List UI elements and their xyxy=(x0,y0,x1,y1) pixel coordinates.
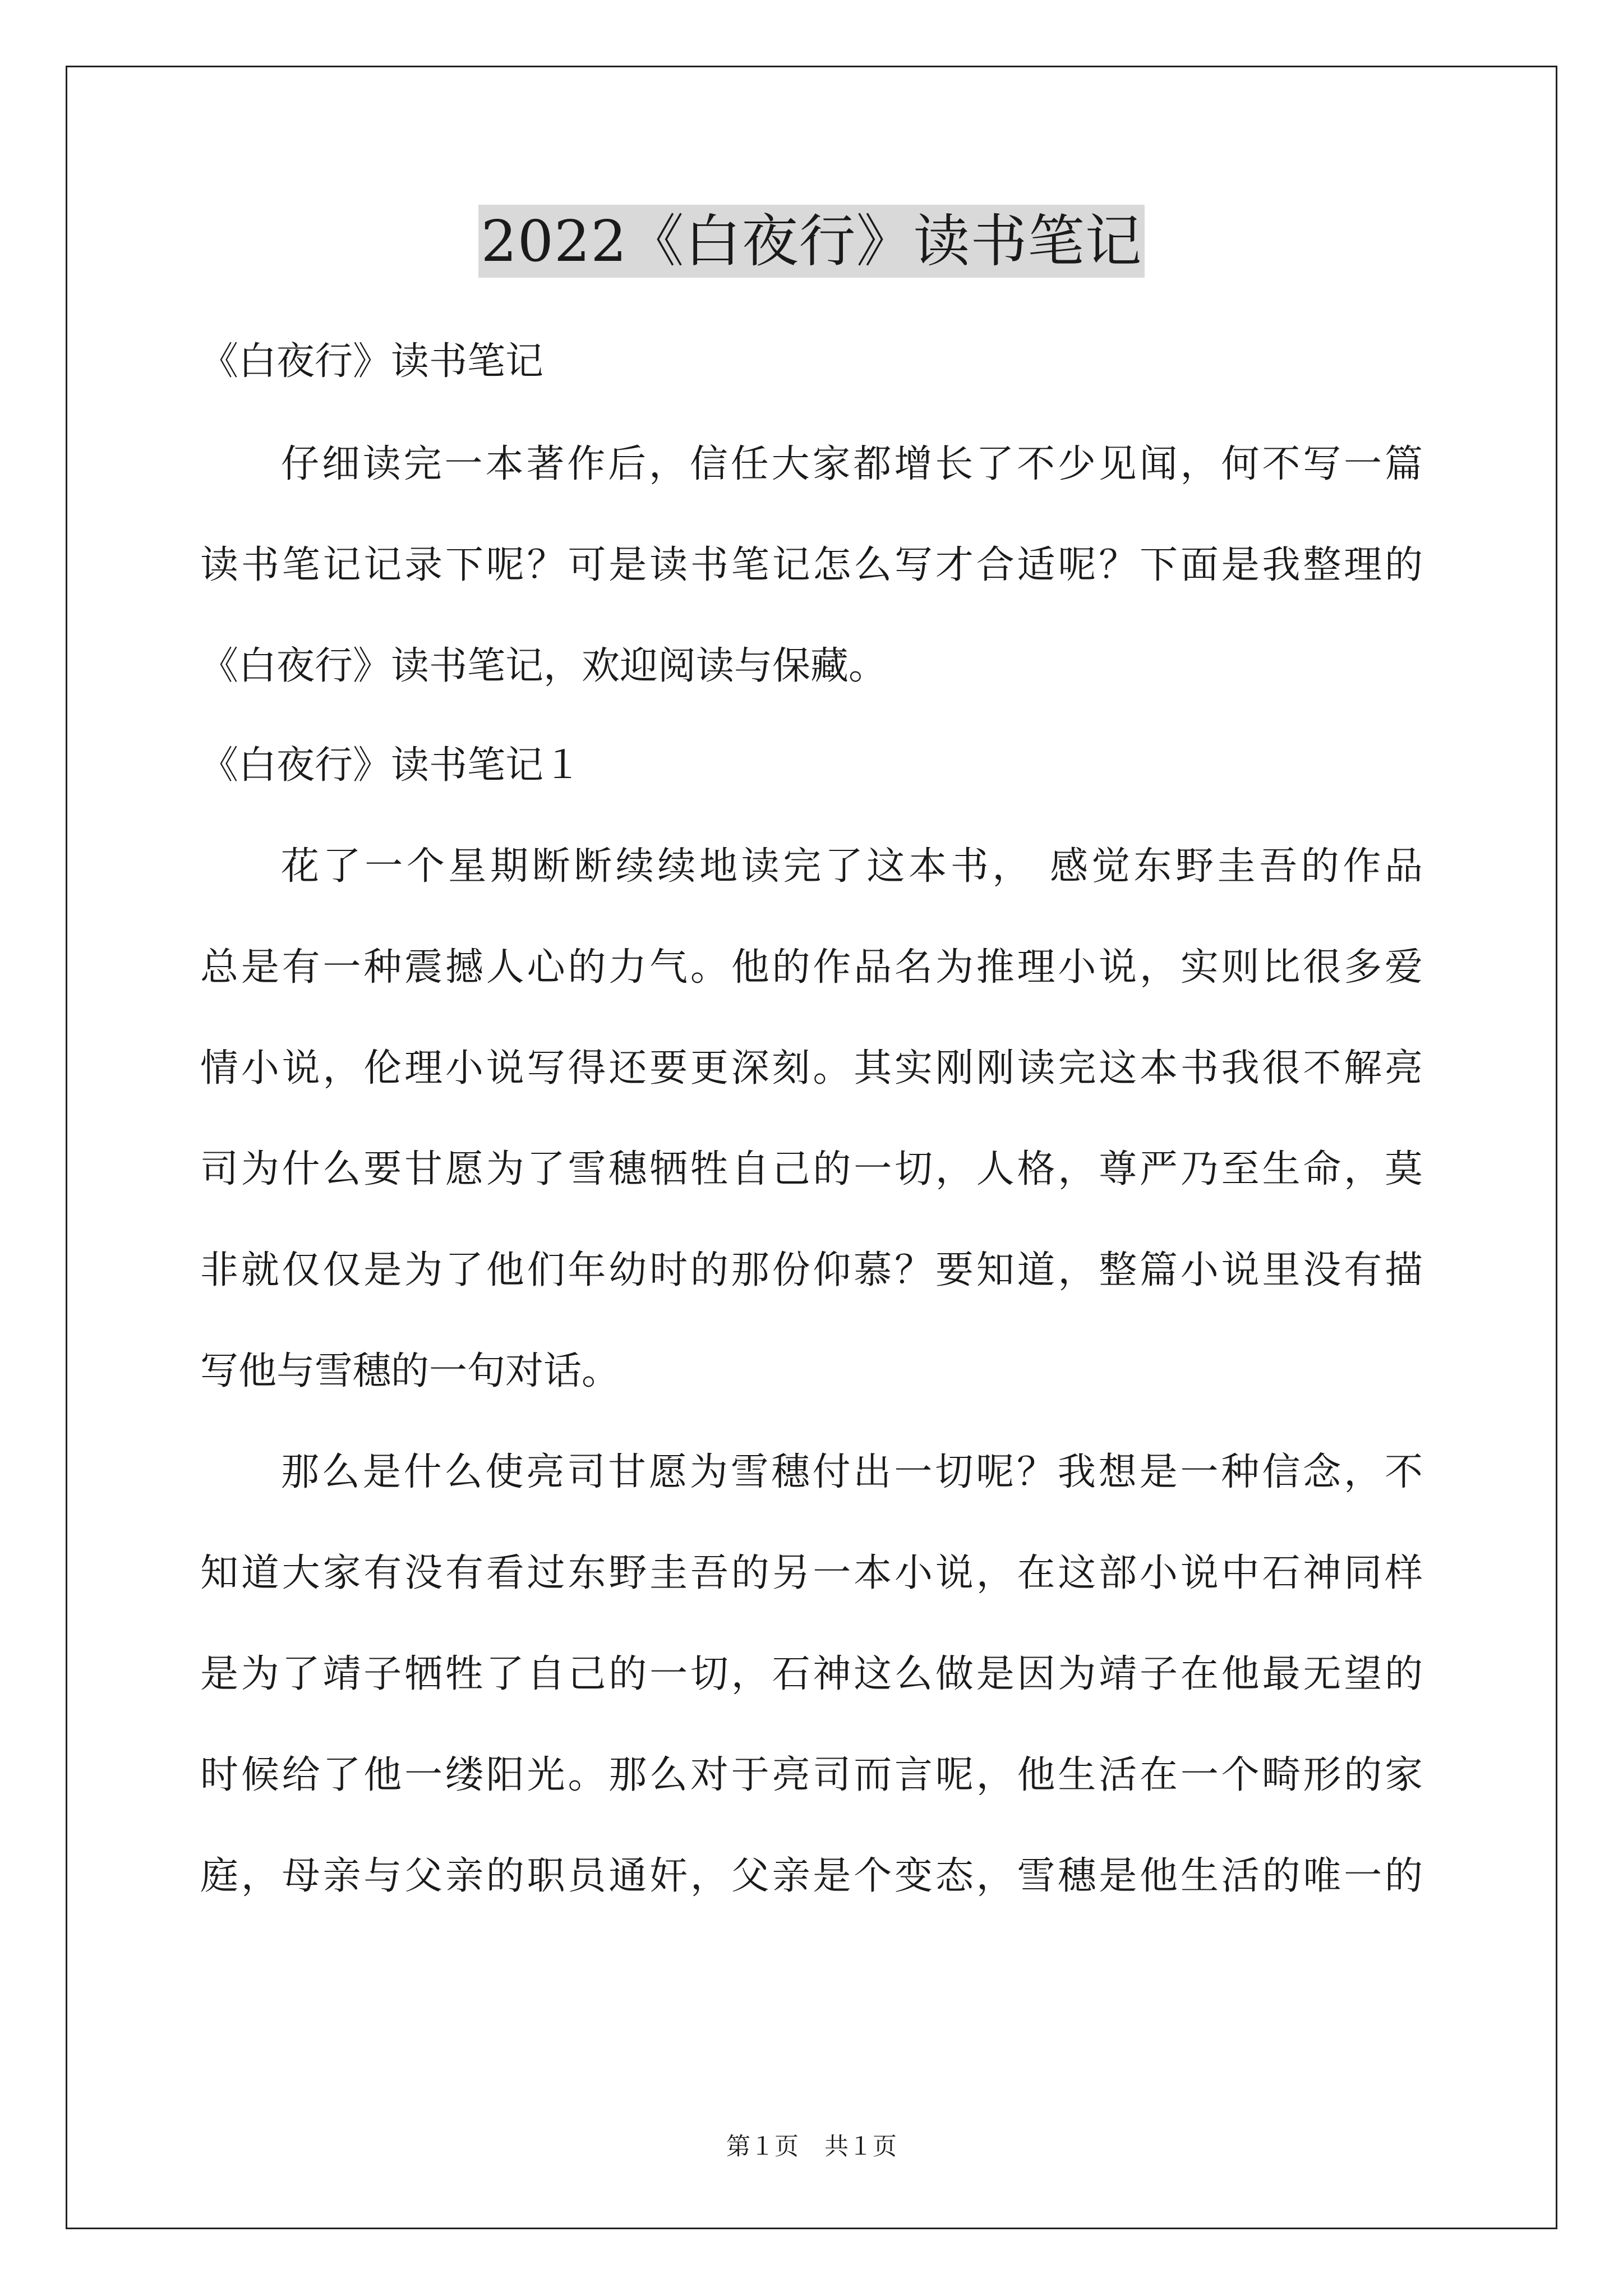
paragraph-1-line-1: 仔细读完一本著作后，信任大家都增长了不少见闻，何不写一篇 xyxy=(281,442,1423,486)
page-total: 共１页 xyxy=(824,2133,897,2161)
paragraph-1-line-2: 读书笔记记录下呢？可是读书笔记怎么写才合适呢？下面是我整理的 xyxy=(200,543,1423,587)
page-number: 第１页 xyxy=(726,2133,799,2161)
title-block xyxy=(0,205,1623,278)
page-footer xyxy=(0,2131,1623,2162)
paragraph-1-line-3: 《白夜行》读书笔记，欢迎阅读与保藏。 xyxy=(200,644,887,688)
paragraph-2-line-1: 花了一个星期断断续续地读完了这本书， 感觉东野圭吾的作品 xyxy=(281,844,1423,889)
document-title: 2022《白夜行》读书笔记 xyxy=(478,205,1144,278)
paragraph-2-line-4: 司为什么要甘愿为了雪穗牺牲自己的一切，人格，尊严乃至生命，莫 xyxy=(200,1147,1423,1191)
paragraph-2-line-2: 总是有一种震撼人心的力气。他的作品名为推理小说，实则比很多爱 xyxy=(200,945,1423,990)
paragraph-3-line-4: 时候给了他一缕阳光。那么对于亮司而言呢，他生活在一个畸形的家 xyxy=(200,1753,1423,1797)
paragraph-2-line-3: 情小说，伦理小说写得还要更深刻。其实刚刚读完这本书我很不解亮 xyxy=(200,1046,1423,1091)
paragraph-3-line-3: 是为了靖子牺牲了自己的一切，石神这么做是因为靖子在他最无望的 xyxy=(200,1652,1423,1696)
paragraph-3-line-5: 庭，母亲与父亲的职员通奸，父亲是个变态，雪穗是他生活的唯一的 xyxy=(200,1854,1423,1898)
paragraph-3-line-1: 那么是什么使亮司甘愿为雪穗付出一切呢？我想是一种信念，不 xyxy=(281,1450,1423,1494)
paragraph-2-line-5: 非就仅仅是为了他们年幼时的那份仰慕？要知道，整篇小说里没有描 xyxy=(200,1248,1423,1292)
paragraph-2-line-6: 写他与雪穗的一句对话。 xyxy=(200,1349,620,1393)
section-1-heading: 《白夜行》读书笔记１ xyxy=(200,743,582,788)
paragraph-3-line-2: 知道大家有没有看过东野圭吾的另一本小说，在这部小说中石神同样 xyxy=(200,1551,1423,1595)
subtitle: 《白夜行》读书笔记 xyxy=(200,339,544,384)
